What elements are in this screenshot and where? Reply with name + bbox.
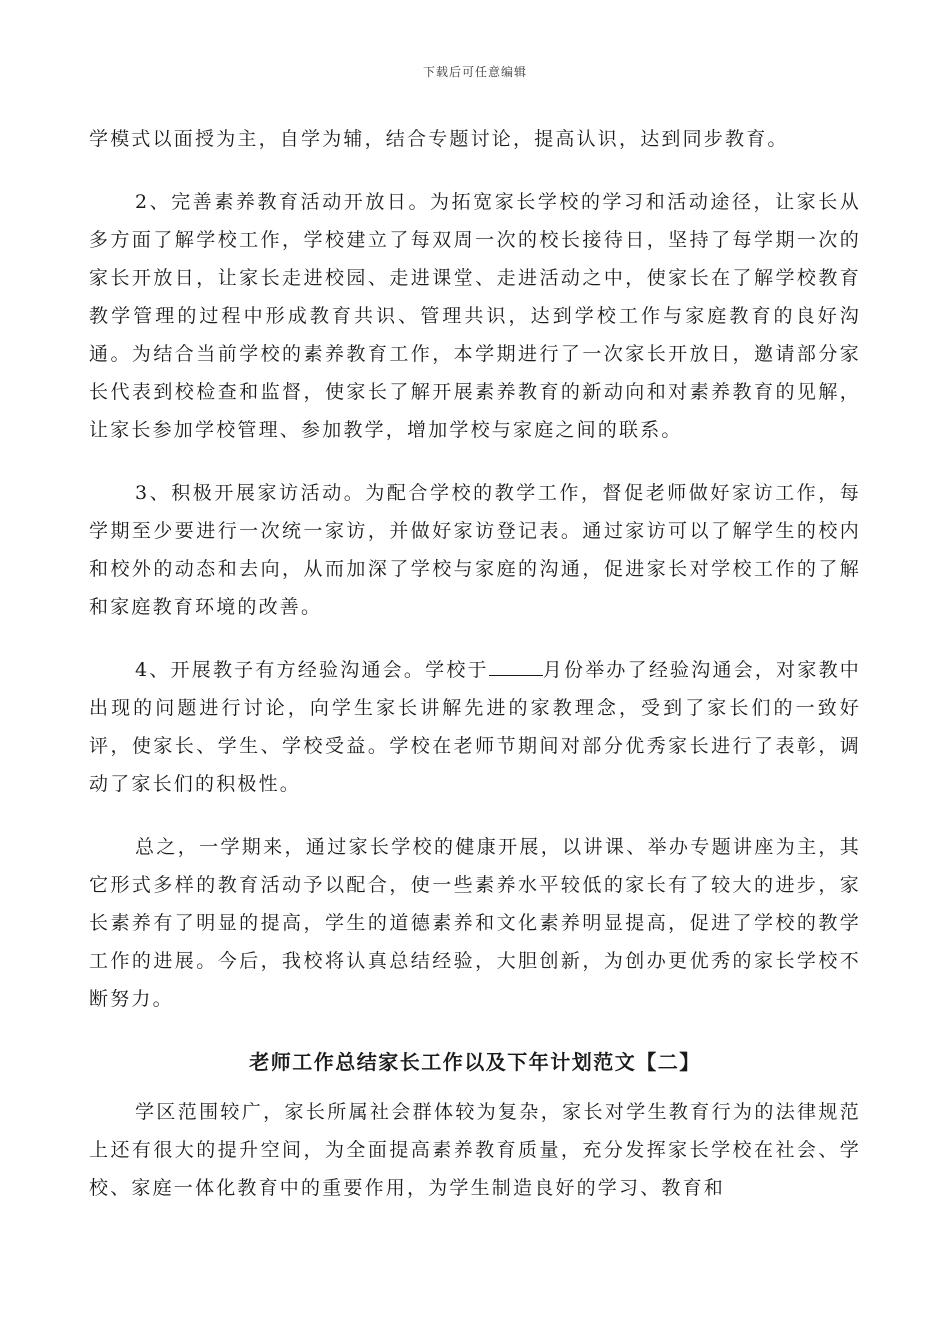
paragraph-experience-meeting (89, 651, 861, 803)
paragraph-home-visit: 3、积极开展家访活动。为配合学校的教学工作，督促老师做好家访工作，每学期至少要进行一次统一家访，并做好家访登记表。通过家访可以了解学生的校内和校外的动态和去向，从而加深了学校与家庭的沟通，促进家长对学校工作的了解和家庭教育环境的改善。 (89, 482, 861, 618)
fill-in-blank (489, 657, 543, 676)
document-body (89, 120, 861, 1207)
paragraph-open-day: 2、完善素养教育活动开放日。为拓宽家长学校的学习和活动途径，让家长从多方面了解学校工作，学校建立了每双周一次的校长接待日，坚持了每学期一次的家长开放日，让家长走进校园、走进课堂、走进活动之中，使家长在了解学校教育教学管理的过程中形成教育共识、管理共识，达到学校工作与家庭教育的良好沟通。为结合当前学校的素养教育工作，本学期进行了一次家长开放日，邀请部分家长代表到校检查和监督，使家长了解开展素养教育的新动向和对素养教育的见解，让家长参加学校管理、参加教学，增加学校与家庭之间的联系。 (89, 191, 861, 441)
paragraph-summary: 总之，一学期来，通过家长学校的健康开展，以讲课、举办专题讲座为主，其它形式多样的教育活动予以配合，使一些素养水平较低的家长有了较大的进步，家长素养有了明显的提高，学生的道德素养和文化素养明显提高，促进了学校的教学工作的进展。今后，我校将认真总结经验，大胆创新，为创办更优秀的家长学校不断努力。 (89, 836, 861, 1010)
section-heading: 老师工作总结家长工作以及下年计划范文【二】 (249, 1050, 701, 1074)
paragraph-text-before-blank: 4、开展教子有方经验沟通会。学校于 (135, 659, 489, 681)
paragraph-continuation: 学模式以面授为主，自学为辅，结合专题讨论，提高认识，达到同步教育。 (89, 128, 789, 150)
paragraph-text-after-blank: 月份举办了经验沟通会，对家教中出现的问题进行讨论，向学生家长讲解先进的家教理念，受到了家长们的一致好评，使家长、学生、学校受益。学校在老师节期间对部分优秀家长进行了表彰，调动了家长们的积极性。 (89, 659, 861, 795)
page-header: 下载后可任意编辑 (422, 65, 527, 79)
paragraph-section-two: 学区范围较广，家长所属社会群体较为复杂，家长对学生教育行为的法律规范上还有很大的提升空间，为全面提高素养教育质量，充分发挥家长学校在社会、学校、家庭一体化教育中的重要作用，为学生制造良好的学习、教育和 (89, 1101, 861, 1199)
